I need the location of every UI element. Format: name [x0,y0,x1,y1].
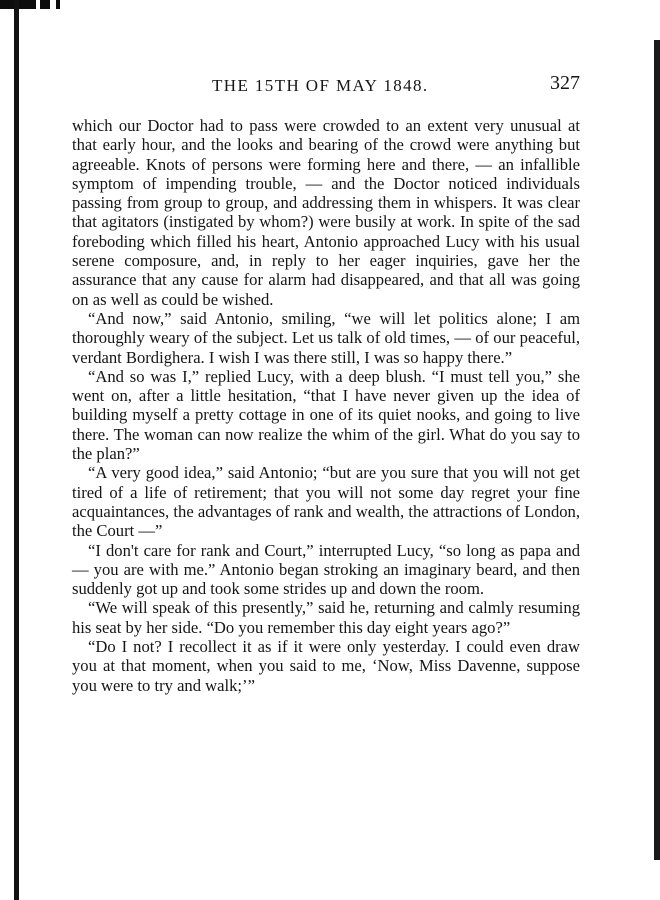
scan-top-edge [0,0,660,10]
paragraph-6: “We will speak of this presently,” said he, returning and calmly resuming his seat by her side. “Do you remember this day eight years ago?” [72,598,580,637]
paragraph-1: which our Doctor had to pass were crowded to an extent very unusual at that early hour, and the looks and bearing of the crowd were anything but agreeable. Knots of persons were forming here and there, — an infallible symptom of impending trouble, — and the Doctor noticed individuals passing from group to group, and addressing them in whispers. It was clear that agitators (instigated by whom?) were busily at work. In spite of the sad foreboding which filled his heart, Antonio approached Lucy with his usual serene composure, and, in reply to her eager inquiries, gave her the assurance that any cause for alarm had disappeared, and that all was going on as well as could be wished. [72,116,580,309]
paragraph-2: “And now,” said Antonio, smiling, “we will let politics alone; I am thoroughly weary of the subject. Let us talk of old times, — of our peaceful, verdant Bordighera. I wish I was there still, I was so happy there.” [72,308,580,367]
paragraph-5: “I don't care for rank and Court,” interrupted Lucy, “so long as papa and — you are with me.” Antonio began stroking an imaginary beard, and then suddenly got up and took some strides up and down the room. [72,540,580,599]
scan-right-edge [654,40,660,860]
scan-left-edge [14,0,19,900]
paragraph-3: “And so was I,” replied Lucy, with a deep blush. “I must tell you,” she went on, after a little hesitation, “that I have never given up the idea of building myself a pretty cottage in one of its quiet nooks, and going to live there. The woman can now realize the whim of the girl. What do you say to the plan?” [72,366,580,464]
paragraph-4: “A very good idea,” said Antonio; “but are you sure that you will not get tired of a life of retirement; that you will not some day regret your fine acquaintances, the advantages of rank and wealth, the attractions of London, the Court —” [72,463,580,541]
running-head [72,72,580,100]
page-number: 327 [550,72,580,94]
body-text [72,116,580,695]
running-title: THE 15TH OF MAY 1848. [212,76,429,95]
book-page [72,72,580,695]
paragraph-7: “Do I not? I recollect it as if it were only yesterday. I could even draw you at that moment, when you said to me, ‘Now, Miss Davenne, suppose you were to try and walk;’” [72,637,580,695]
